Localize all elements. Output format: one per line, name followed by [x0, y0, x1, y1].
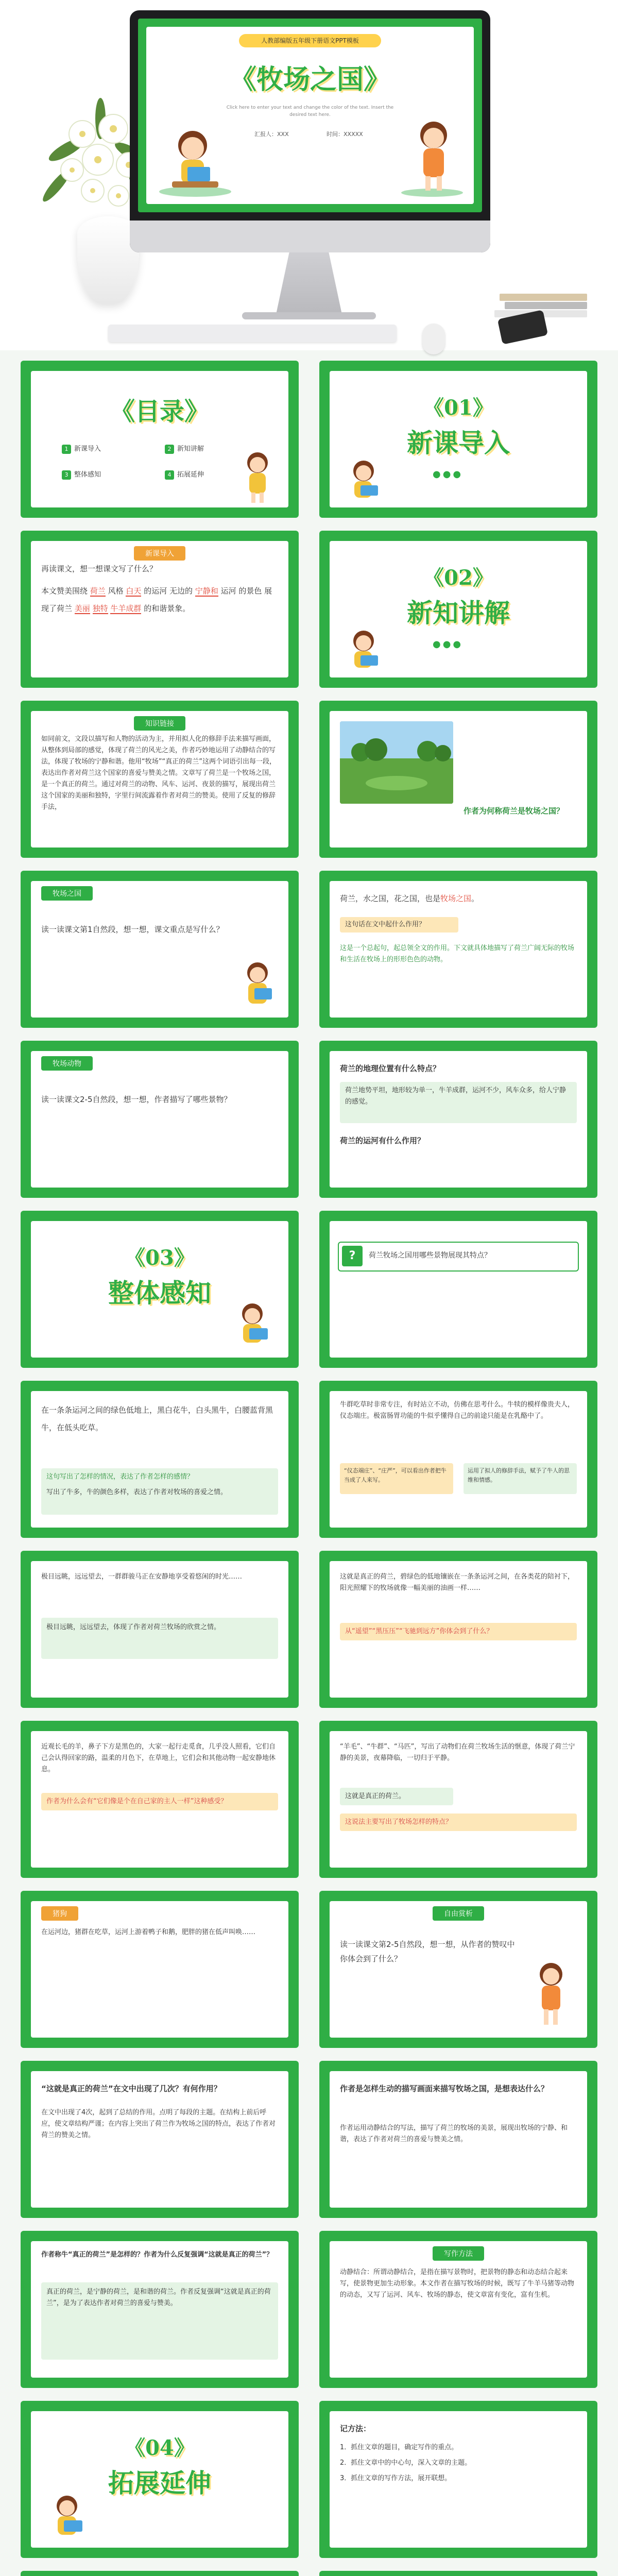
slide-knowledge: [21, 701, 299, 858]
slide-text-6: [21, 1721, 299, 1878]
slide-inner: [330, 1901, 587, 2038]
slide-inner: [330, 2071, 587, 2208]
slide-inner: [31, 1391, 288, 1528]
slide-inner: [330, 2411, 587, 2548]
slide-think: [319, 1891, 597, 2048]
slide-inner: [330, 711, 587, 848]
text-paragraph: 牛群吃草时非常专注，有时站立不动，仿佛在思考什么。牛犊的模样像贵夫人，仪态端庄。极富肠胃功能的牛似乎懂得自己的前途只能是在乳酪中了。: [340, 1401, 575, 1420]
section-num: 《04》: [125, 2436, 195, 2460]
slide-inner: [31, 1731, 288, 1868]
slide-text-5: [319, 1551, 597, 1708]
screen-title: 《牧场之国》: [229, 64, 390, 95]
slide-inner: [330, 2241, 587, 2378]
slide-writing-method: [319, 2231, 597, 2388]
toc-item-1[interactable]: 1 新课导入: [62, 443, 101, 454]
q5-question: 作者是怎样生动的描写画面来描写牧场之国，是想表达什么？: [340, 2084, 549, 2093]
slide-text-8: [21, 1891, 299, 2048]
q5-answer: 作者运用动静结合的写法，描写了荷兰的牧场的美景，展现出牧场的宁静、和谐，表达了作者对荷兰的喜爱与赞美之情。: [340, 2124, 568, 2143]
question-bar: ? 荷兰牧场之国用哪些景物展现其特点？: [338, 1242, 579, 1272]
answer2-question: 荷兰的地理位置有什么特点？: [340, 1064, 441, 1073]
intro-answer: 本文赞美围绕 荷兰 风格 白天 的运河 无边的 宁静和 运河 的景色 展现了荷兰 美丽 独特 牛羊成群 的和谐景象。: [41, 586, 272, 613]
slide-inner: [31, 1051, 288, 1188]
slide-inner: [31, 1901, 288, 2038]
question-box: 这说法主要写出了牧场怎样的特点？: [340, 1814, 577, 1831]
slide-section-03: [21, 1211, 299, 1368]
slide-inner: [330, 1221, 587, 1358]
monitor-base: [242, 312, 376, 319]
slide-inner: [31, 1561, 288, 1698]
intro-question: 再读课文，想一想课文写了什么？: [41, 564, 158, 573]
slide-inner: [31, 2411, 288, 2548]
section-title: 新课导入: [407, 428, 510, 458]
slide-tag: 写作方法: [433, 2246, 484, 2261]
slide-inner: [330, 881, 587, 1018]
slide-section-02: [319, 531, 597, 688]
slide-inner: [330, 1561, 587, 1698]
slide-text-4: [21, 1551, 299, 1708]
section-title: 整体感知: [108, 1278, 211, 1308]
slide-answer-1: [319, 871, 597, 1028]
slide-read-2: [21, 1041, 299, 1198]
keyboard: [108, 325, 397, 342]
note-box: 这就是真正的荷兰。: [340, 1788, 453, 1805]
slide-section-04: [21, 2401, 299, 2558]
summary-item-3: 3．抓住文章的写作方法，展开联想。: [340, 2475, 452, 2482]
section-title: 拓展延伸: [108, 2468, 211, 2498]
slide-tag: 牧场之国: [41, 886, 93, 901]
answer-text: 这是一个总起句，起总领全文的作用。下文就具体地描写了荷兰广阔无际的牧场和生活在牧场上的形形色色的动物。: [340, 944, 575, 963]
note-box: 极目远眺，远远望去，体现了作者对荷兰牧场的欣赏之情。: [41, 1618, 278, 1659]
summary-title: 记方法：: [340, 2424, 371, 2433]
girl-standing-icon: [520, 1958, 582, 2030]
slide-tag: 猪狗: [41, 1906, 78, 1921]
slide-inner: [31, 2241, 288, 2378]
slide-extend: [21, 2571, 299, 2576]
q4-question: “这就是真正的荷兰”在文中出现了几次？有何作用？: [41, 2084, 221, 2093]
screen-lorem: Click here to enter your text and change the color of the text. Insert the desired text here.: [226, 105, 394, 117]
slide-summary: [319, 2401, 597, 2558]
screen-subtitle: 人教部编版五年级下册语文PPT模板: [239, 34, 381, 47]
question-box: 从“遥望”“黑压压”“飞驰到远方”你体会到了什么？: [340, 1623, 577, 1640]
slide-inner: [31, 881, 288, 1018]
slide-tag: 自由赏析: [433, 1906, 484, 1921]
slide-inner: [31, 541, 288, 677]
question-box: 作者为什么会有“它们像是个在自己家的主人一样”这种感受？: [41, 1793, 278, 1810]
slide-read-1: [21, 871, 299, 1028]
text-paragraph: 在运河边，猪群在吃草，运河上游着鸭子和鹅，肥胖的猪在低声叫唤……: [41, 1928, 256, 1936]
monitor-stand: [276, 252, 342, 314]
answer2-question-2: 荷兰的运河有什么作用？: [340, 1136, 425, 1145]
girl-reading-icon: [232, 958, 283, 1015]
slide-tag: 知识链接: [134, 716, 185, 731]
text-paragraph: 近观长毛的羊，鼻子下方是黑色的，大家一起行走觅食，几乎没人照看，它们自己会认得回家的路，温柔的月色下，在草地上，它们会和其他动物一起安静地休息。: [41, 1743, 276, 1773]
answer-sentence: 荷兰，水之国，花之国，也是牧场之国。: [340, 894, 479, 903]
read-question: 读一读课文第1自然段，想一想，课文重点是写什么？: [41, 925, 224, 934]
slide-tag: 新课导入: [134, 546, 185, 561]
screen-presenter: 汇报人：XXX: [254, 131, 289, 138]
knowledge-body: 如同前文，文段以描写和人物的活动为主，并用拟人化的修辞手法来描写画面，从整体到局部的感觉，体现了荷兰的风光之美，作者巧妙地运用了动静结合的写法，体现了牧场的宁静和谐。他用“牧场”“真正的荷兰”这两个词语引出每一段，表达出作者对荷兰这个国家的喜爱与赞美之情。文章写了荷兰是一个牧场之国，是一个真正的荷兰。通过对荷兰的动物、风车、运河、夜景的描写，展现出荷兰这个国家的美丽和独特，字里行间流露着作者对荷兰的赞美。使用了反复的修辞手法，: [41, 735, 276, 811]
girl-standing-icon: [393, 114, 471, 197]
slide-inner: [330, 1391, 587, 1528]
slide-inner: [330, 1731, 587, 1868]
text-paragraph: 极目远眺，远远望去，一群群骏马正在安静地享受着悠闲的时光……: [41, 1573, 243, 1581]
landscape-photo: [340, 721, 453, 804]
slide-question-3: [319, 1211, 597, 1368]
hero-section: [0, 0, 618, 350]
note-box: 这句写出了怎样的情况，表达了作者怎样的感情？ 写出了牛多，牛的颜色多样，表达了作者对牧场的喜爱之情。: [41, 1468, 278, 1515]
q4-answer: 在文中出现了4次，起到了总结的作用。点明了每段的主题。在结构上前后呼应，使文章结构严谨；在内容上突出了荷兰作为牧场之国的特点，表达了作者对荷兰的赞美之情。: [41, 2109, 276, 2139]
girl-reading-icon: [41, 2488, 98, 2545]
section-title: 新知讲解: [407, 598, 510, 628]
section-num: 《02》: [423, 566, 493, 590]
mouse: [422, 324, 445, 354]
text-paragraph: “羊毛”、“牛群”、“马匹”，写出了动物们在荷兰牧场生活的惬意，体现了荷兰宁静的美景，夜幕降临，一切归于平静。: [340, 1743, 575, 1762]
monitor-chin: [130, 221, 490, 252]
method-body: 动静结合：所谓动静结合，是指在描写景物时，把景物的静态和动态结合起来写，使景物更加生动形象。本文作者在描写牧场的时候，既写了牛羊马猪等动物的动态，又写了运河、风车、牧场的静态，使文章富有变化，富有生机。: [340, 2268, 575, 2299]
read-question: 读一读课文2-5自然段，想一想，作者描写了哪些景物？: [41, 1095, 232, 1104]
girl-reading-icon: [340, 623, 391, 675]
girl-reading-icon: [221, 1298, 283, 1355]
monitor-frame: [130, 10, 490, 252]
section-num: 《01》: [423, 396, 493, 420]
slide-tag: 牧场动物: [41, 1056, 93, 1071]
photo-question: 作者为何称荷兰是牧场之国？: [464, 806, 564, 816]
q6-question: 作者称牛“真正的荷兰”是怎样的？作者为什么反复强调“这就是真正的荷兰”？: [41, 2251, 273, 2259]
toc-item-4[interactable]: 4 拓展延伸: [165, 469, 204, 480]
girl-reading-icon: [340, 453, 391, 505]
slide-inner: [330, 371, 587, 507]
note-box: “仪态端庄”、“庄严”，可以看出作者把牛当成了人来写。: [340, 1463, 453, 1494]
girl-standing-icon: [232, 448, 283, 505]
slide-inner: [330, 1051, 587, 1188]
slide-answer-2: [319, 1041, 597, 1198]
question-mark-icon: ?: [342, 1246, 363, 1266]
slide-section-01: [319, 361, 597, 518]
slide-inner: [330, 541, 587, 677]
answer2-box: 荷兰地势平坦，地形较为单一，牛羊成群，运河不少，风车众多，给人宁静的感觉。: [340, 1082, 577, 1123]
slide-intro: [21, 531, 299, 688]
slide-inner: [31, 1221, 288, 1358]
slide-text-7: [319, 1721, 597, 1878]
books-icon: [494, 289, 597, 319]
text-paragraph: 这就是真正的荷兰，碧绿色的低地镶嵌在一条条运河之间，在各类花的陪衬下，阳光照耀下的牧场就像一幅美丽的油画一样……: [340, 1573, 575, 1592]
screen-time: 时间：XXXXX: [327, 131, 363, 138]
decor-dots: ●●●: [433, 469, 464, 480]
think-question: 读一读课文第2-5自然段，想一想，从作者的赞叹中你体会到了什么？: [340, 1940, 515, 1963]
slide-words: [319, 2571, 597, 2576]
slide-text-1: [21, 1381, 299, 1538]
girl-reading-icon: [157, 120, 234, 197]
section-num: 《03》: [125, 1246, 195, 1270]
monitor-screen: [138, 19, 482, 212]
note-box: 运用了拟人的修辞手法，赋予了牛人的思维和情感。: [464, 1463, 577, 1494]
text-paragraph: 在一条条运河之间的绿色低地上，黑白花牛，白头黑牛，白腰蓝背黑牛，在低头吃草。: [41, 1405, 273, 1432]
toc-item-2[interactable]: 2 新知讲解: [165, 443, 204, 454]
decor-dots: ●●●: [433, 639, 464, 650]
slide-question-4: [21, 2061, 299, 2218]
slide-photo: [319, 701, 597, 858]
q6-box: 真正的荷兰，是宁静的荷兰，是和谐的荷兰。作者反复强调“这就是真正的荷兰”，是为了表达作者对荷兰的喜爱与赞美。: [41, 2282, 278, 2360]
summary-item-1: 1．抓住文章的题目，确定写作的重点。: [340, 2444, 458, 2451]
slide-question-6: [21, 2231, 299, 2388]
toc-title: 《目录》: [110, 397, 209, 426]
slide-toc: [21, 361, 299, 518]
slide-inner: [31, 711, 288, 848]
slide-inner: [31, 371, 288, 507]
summary-item-2: 2．抓住文章中的中心句，深入文章的主题。: [340, 2459, 472, 2467]
screen-card: [146, 27, 474, 204]
slide-inner: [31, 2071, 288, 2208]
toc-item-3[interactable]: 3 整体感知: [62, 469, 101, 480]
slide-text-3: [319, 1381, 597, 1538]
slide-question-5: [319, 2061, 597, 2218]
question-box: 这句话在文中起什么作用？: [340, 917, 458, 933]
